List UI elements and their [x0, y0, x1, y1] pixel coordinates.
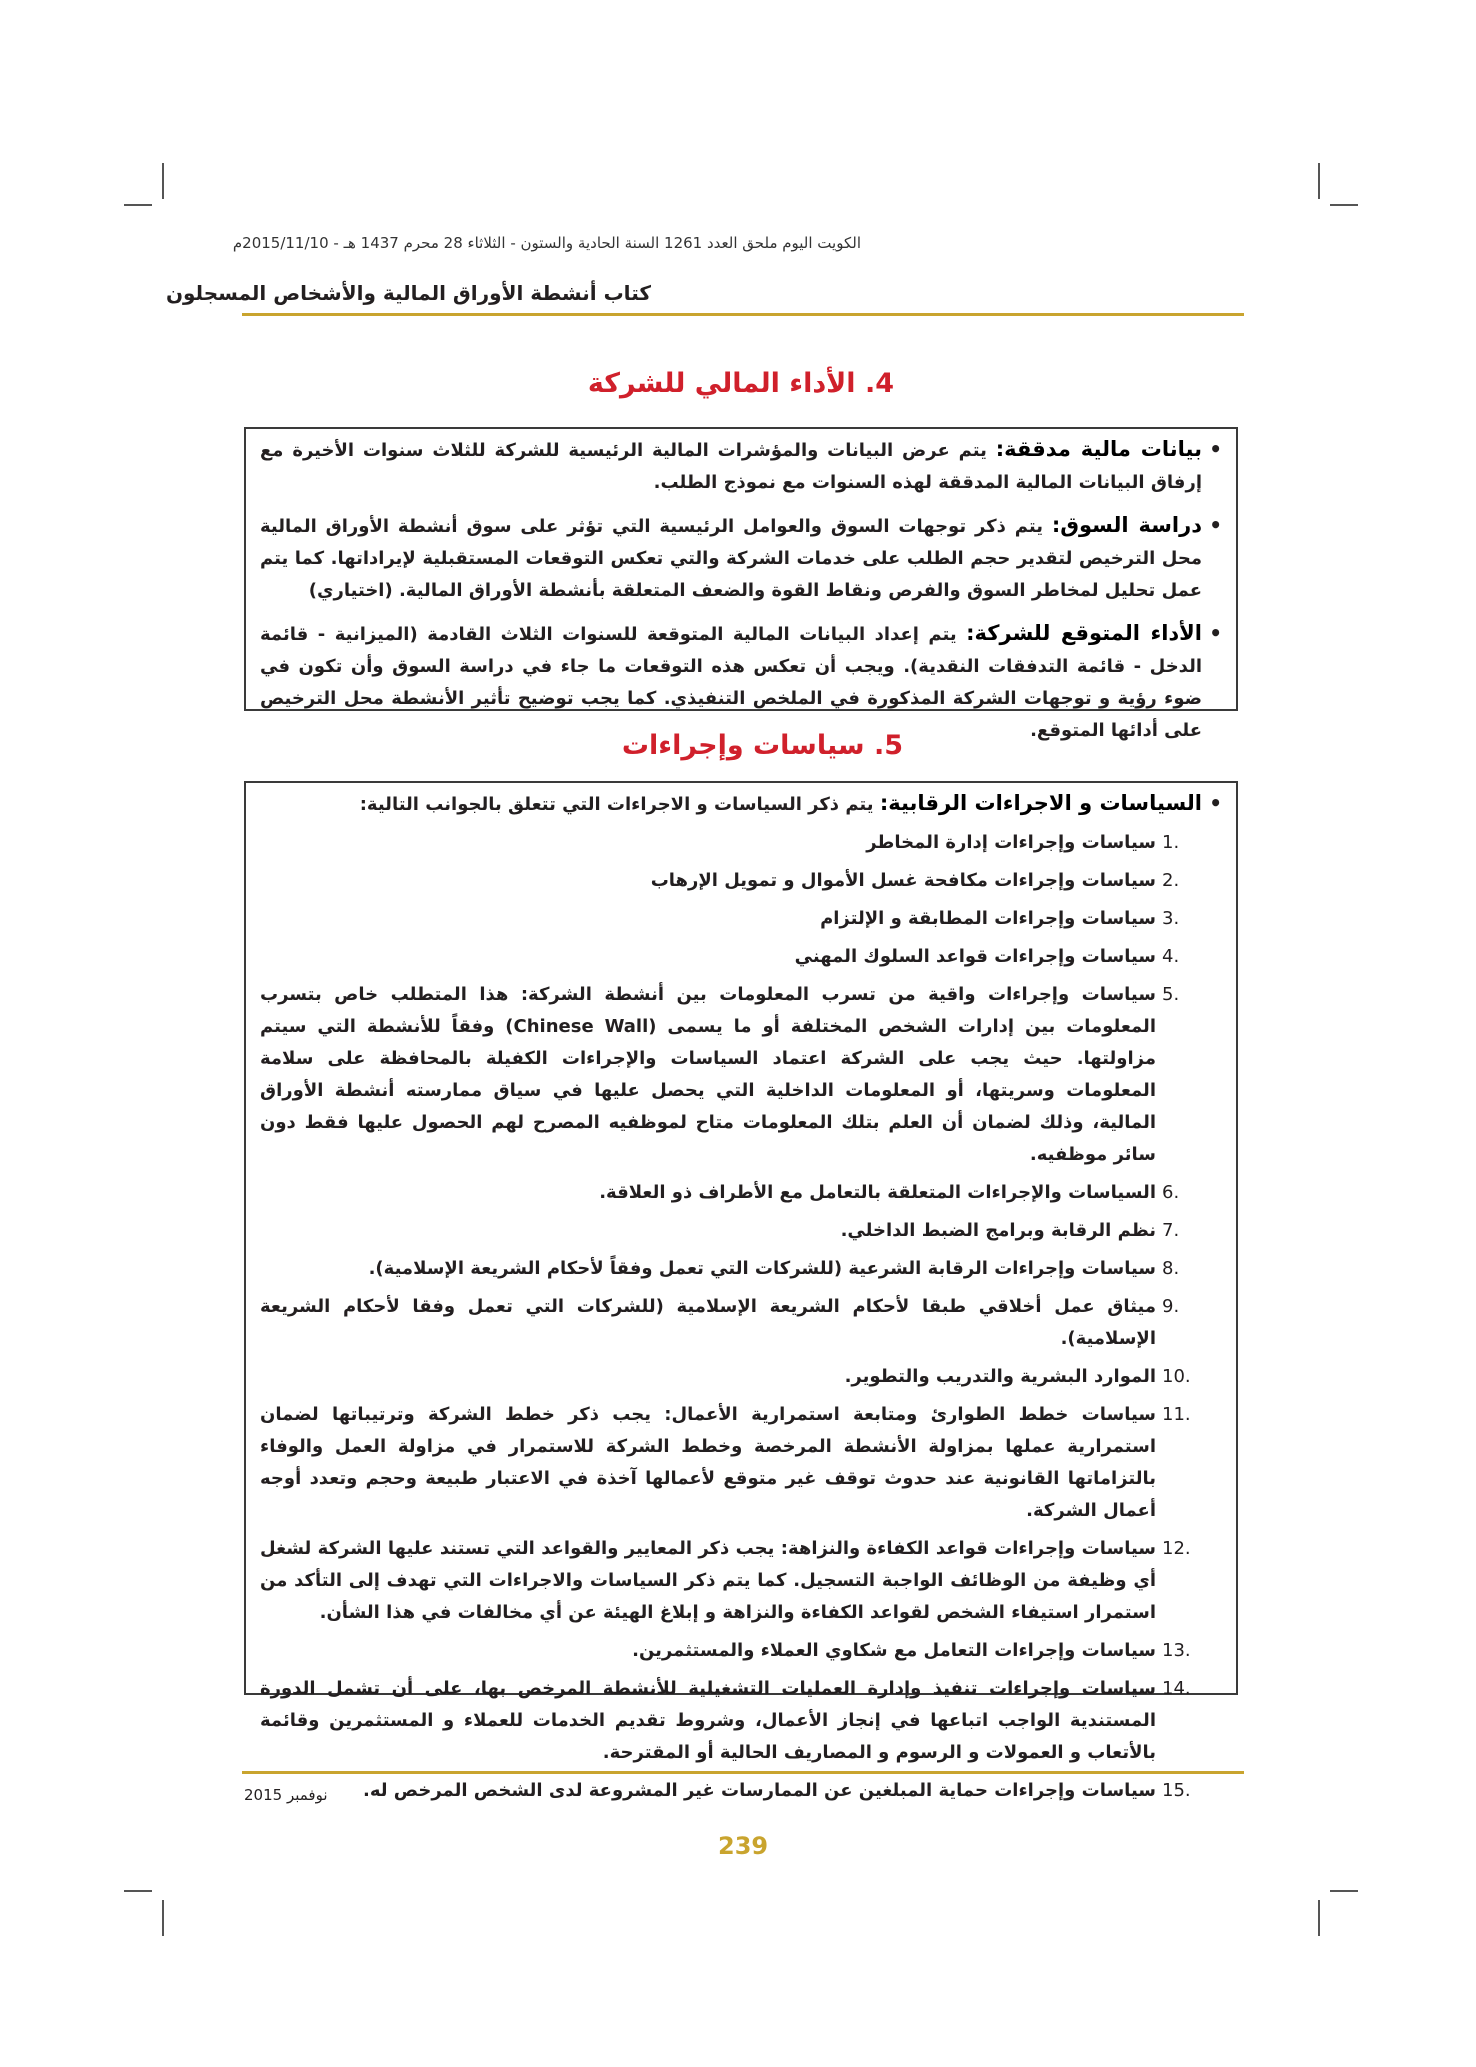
page-number: 239: [718, 1832, 769, 1860]
crop-mark: [162, 163, 164, 199]
list-item: 15. سياسات وإجراءات حماية المبلغين عن الممارسات غير المشروعة لدى الشخص المرخص له.: [363, 1780, 1191, 1801]
policies-list: [246, 827, 1236, 1807]
list-item: 5. سياسات وإجراءات واقية من تسرب المعلومات بين أنشطة الشركة: هذا المتطلب خاص بتسرب المعلومات بين إدارات الشخص المختلفة أو ما يسمى (Chinese Wall) وفقاً للأنشطة التي سيتم مزاولتها. حيث يجب على الشركة اعتماد السياسات والإجراءات الكفيلة بالمحافظة على سلامة المعلومات وسريتها، أو المعلومات الداخلية التي يحصل عليها في سياق ممارسته أنشطة الأوراق المالية، وذلك لضمان أن العلم بتلك المعلومات متاح لموظفيه المصرح لهم الحصول عليها فقط دون سائر موظفيه.: [260, 984, 1180, 1165]
list-item: 12. سياسات وإجراءات قواعد الكفاءة والنزاهة: يجب ذكر المعايير والقواعد التي تستند عليها الشركة لشغل أي وظيفة من الوظائف الواجبة التسجيل. كما يتم ذكر السياسات والاجراءات التي تهدف إلى التأكد من استمرار استيفاء الشخص لقواعد الكفاءة والنزاهة و إبلاغ الهيئة عن أي مخالفات في هذا الشأن.: [260, 1538, 1191, 1623]
crop-mark: [1330, 1890, 1358, 1892]
crop-mark: [124, 1890, 152, 1892]
intro-item: [246, 787, 1236, 821]
item-text: يتم عرض البيانات والمؤشرات المالية الرئيسية للشركة للثلاث سنوات الأخيرة مع إرفاق البيانات المالية المدققة لهذه السنوات مع نموذج الطلب.: [260, 440, 1202, 493]
list-item: 9. ميثاق عمل أخلاقي طبقا لأحكام الشريعة الإسلامية (للشركات التي تعمل وفقا لأحكام الشريعة الإسلامية).: [260, 1296, 1180, 1349]
crop-mark: [1318, 163, 1320, 199]
crop-mark: [124, 204, 152, 206]
list-item: 14. سياسات وإجراءات تنفيذ وإدارة العمليات التشغيلية للأنشطة المرخص بها، على أن تشمل الدورة المستندية الواجب اتباعها في إنجاز الأعمال، وشروط تقديم الخدمات للعملاء و المستثمرين وقائمة بالأتعاب و العمولات و الرسوم و المصاريف الحالية أو المقترحة.: [260, 1678, 1191, 1763]
list-item: 13. سياسات وإجراءات التعامل مع شكاوي العملاء والمستثمرين.: [632, 1640, 1191, 1661]
list-item: 10. الموارد البشرية والتدريب والتطوير.: [844, 1366, 1191, 1387]
crop-mark: [1318, 1900, 1320, 1936]
list-item: 6. السياسات والإجراءات المتعلقة بالتعامل مع الأطراف ذو العلاقة.: [599, 1182, 1180, 1203]
item-lead: الأداء المتوقع للشركة:: [966, 621, 1203, 645]
list-item: 1. سياسات وإجراءات إدارة المخاطر: [866, 832, 1180, 853]
list-item: 4. سياسات وإجراءات قواعد السلوك المهني: [794, 946, 1180, 967]
crop-mark: [162, 1900, 164, 1936]
crop-mark: [1330, 204, 1358, 206]
footer-rule: [242, 1771, 1244, 1774]
footer-date: نوفمبر 2015: [244, 1786, 328, 1804]
item-lead: بيانات مالية مدققة:: [995, 437, 1202, 461]
section-4-box: [244, 427, 1238, 741]
book-title: كتاب أنشطة الأوراق المالية والأشخاص المسجلون: [165, 281, 651, 305]
intro-lead: السياسات و الاجراءات الرقابية:: [879, 791, 1202, 815]
header-rule: [242, 313, 1244, 316]
list-item: [246, 433, 1236, 499]
intro-text: يتم ذكر السياسات و الاجراءات التي تتعلق بالجوانب التالية:: [359, 794, 880, 815]
item-text: يتم ذكر توجهات السوق والعوامل الرئيسية التي تؤثر على سوق أنشطة الأوراق المالية محل الترخيص لتقدير حجم الطلب على خدمات الشركة والتي تعكس التوقعات المستقبلية لإيراداتها. كما يتم عمل تحليل لمخاطر السوق والفرص ونقاط القوة والضعف المتعلقة بأنشطة الأوراق المالية. (اختياري): [260, 516, 1202, 601]
running-head: الكويت اليوم ملحق العدد 1261 السنة الحادية والستون - الثلاثاء 28 محرم 1437 هـ - 2015/11/10م: [232, 234, 861, 252]
list-item: 2. سياسات وإجراءات مكافحة غسل الأموال و تمويل الإرهاب: [650, 870, 1180, 891]
section-5-title: 5. سياسات وإجراءات: [621, 730, 903, 761]
list-item: 8. سياسات وإجراءات الرقابة الشرعية (للشركات التي تعمل وفقاً لأحكام الشريعة الإسلامية).: [368, 1258, 1180, 1279]
list-item: 11. سياسات خطط الطوارئ ومتابعة استمرارية الأعمال: يجب ذكر خطط الشركة وترتيباتها لضمان استمرارية عملها بمزاولة الأنشطة المرخصة وخطط الشركة للاستمرار في مزاولة العمل والوفاء بالتزاماتها القانونية عند حدوث توقف غير متوقع لأعمالها آخذة في الاعتبار طبيعة وحجم وتعدد أوجه أعمال الشركة.: [260, 1404, 1191, 1521]
list-item: [246, 509, 1236, 607]
list-item: [246, 617, 1236, 747]
list-item: 3. سياسات وإجراءات المطابقة و الإلتزام: [820, 908, 1180, 929]
section-4-title: 4. الأداء المالي للشركة: [587, 368, 894, 399]
list-item: 7. نظم الرقابة وبرامج الضبط الداخلي.: [840, 1220, 1180, 1241]
item-lead: دراسة السوق:: [1051, 513, 1203, 537]
item-text: يتم إعداد البيانات المالية المتوقعة للسنوات الثلاث القادمة (الميزانية - قائمة الدخل - قائمة التدفقات النقدية). ويجب أن تعكس هذه التوقعات ما جاء في دراسة السوق وأن تكون في ضوء رؤية و توجهات الشركة المذكورة في الملخص التنفيذي. كما يجب توضيح تأثير الأنشطة محل الترخيص على أدائها المتوقع.: [260, 624, 1202, 741]
